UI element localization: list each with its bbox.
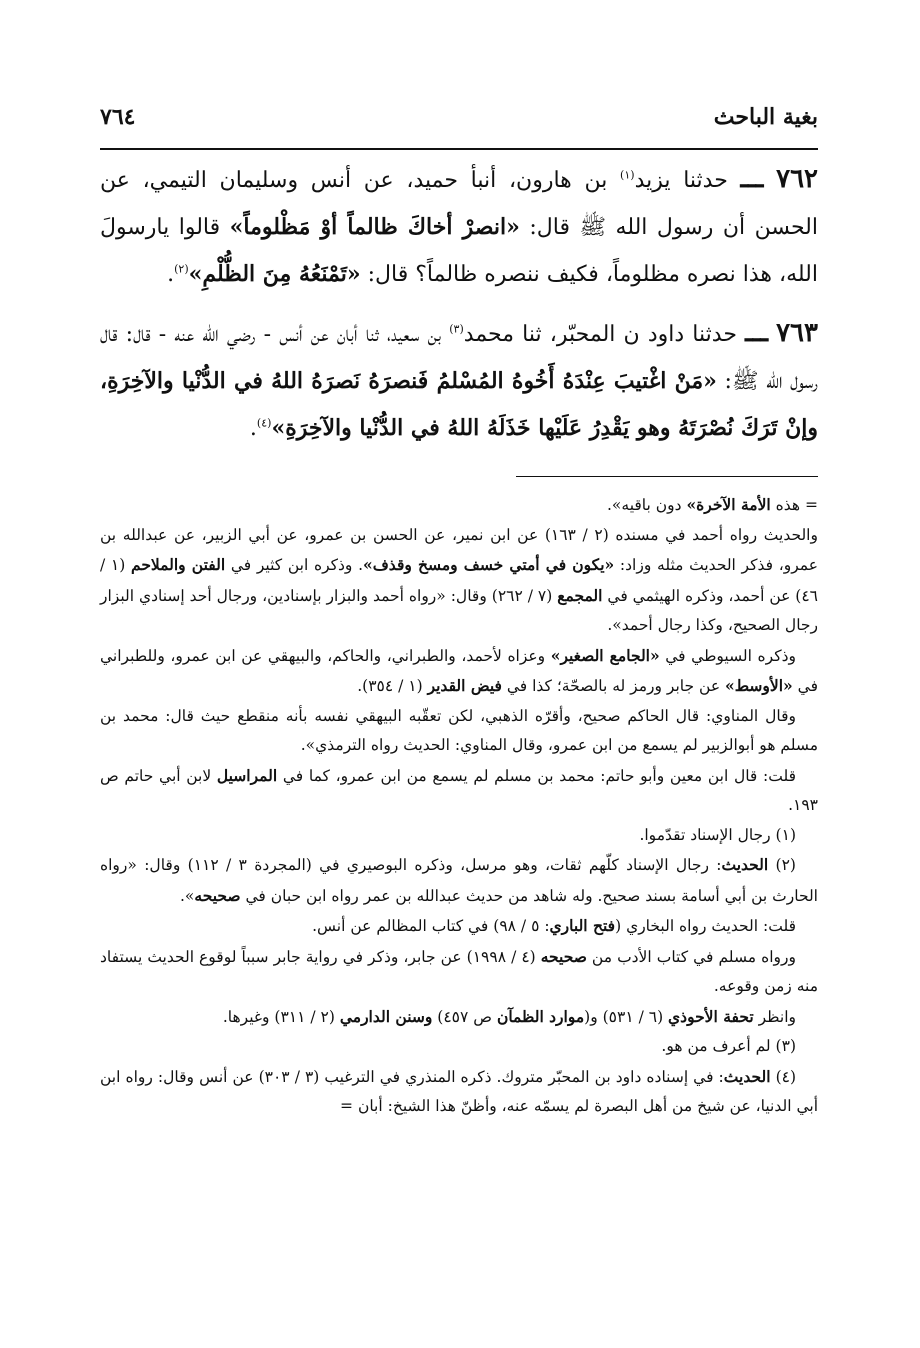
- footnote-divider: [516, 476, 818, 477]
- hadith-quote: «تَمْنَعُهُ مِنَ الظُّلْمِ»: [188, 261, 361, 287]
- footnote-paragraph: والحديث رواه أحمد في مسنده (٢ / ١٦٣) عن ابن نمير، عن الحسن بن عمرو، عن أبي الزبير، عن عبدالله بن عمرو، فذكر الحديث مثله وزاد: «يكون في أمتي خسف ومسخ وقذف». وذكره ابن كثير في الفتن والملاحم (١ / ٤٦) عن أحمد، وذكره الهيثمي في المجمع (٧ / ٢٦٢) وقال: «رواه أحمد والبزار بإسنادين، ورجال أحد إسنادي البزار رجال الصحيح، وكذا رجال أحمد».: [100, 525, 819, 634]
- footnotes: [100, 490, 818, 1122]
- footnote-continuation: = هذه الأمة الآخرة» دون باقيه».: [607, 495, 818, 514]
- hadith-quote: «انصرْ أخاكَ ظالماً أوْ مَظْلوماً»: [229, 214, 520, 240]
- footnote-paragraph: قلت: الحديث رواه البخاري (فتح الباري: ٥ / ٩٨) في كتاب المظالم عن أنس.: [312, 916, 796, 935]
- hadith-number: ٧٦٢: [776, 164, 819, 194]
- footnote-1: (١) رجال الإسناد تقدّموا.: [639, 825, 796, 844]
- footnote-3: (٣) لم أعرف من هو.: [661, 1037, 796, 1055]
- footnote-ref: (٣): [449, 322, 464, 336]
- footnote-ref: (١): [620, 168, 635, 182]
- footnote-ref: (٢): [174, 262, 189, 276]
- hadith-762: ٧٦٢ ـــ حدثنا يزيد$^{(١)}$ بن هارون، أنبأ حميد، عن أنس وسليمان التيمي، عن الحسن أن رسول الله ﷺ قال: «انصرْ أخاكَ ظالماً أوْ مَظْلوماً» قالوا يارسولَ الله، هذا نصره مظلوماً، فكيف ننصره ظالماً؟ قال: «تَمْنَعُهُ مِنَ الظُّلْمِ»$^{(٢)}$.: [100, 164, 819, 287]
- footnote-paragraph: وانظر تحفة الأحوذي (٦ / ٥٣١) و(موارد الظمآن ص ٤٥٧) وسنن الدارمي (٢ / ٣١١) وغيرها.: [222, 1006, 796, 1026]
- footnote-4: (٤) الحديث: في إسناده داود بن المحبّر متروك. ذكره المنذري في الترغيب (٣ / ٣٠٣) عن أنس وقال: رواه ابن أبي الدنيا، عن شيخ من أهل البصرة لم يسمّه عنه، وأظنّ هذا الشيخ: أبان =: [100, 1066, 818, 1115]
- footnote-paragraph: ورواه مسلم في كتاب الأدب من صحيحه (٤ / ١٩٩٨) عن جابر، وذكر في رواية جابر سبباً لوقوع الحديث يستفاد منه زمن وقوعه.: [100, 946, 818, 995]
- running-header: [100, 96, 818, 130]
- hadith-quote: «مَنْ اغْتيبَ عِنْدَهُ أَخُوهُ المُسْلمُ فَنصرَهُ نَصرَهُ اللهُ في الدُّنْيا والآخِرَةِ، وإنْ تَرَكَ نُصْرَتَهُ وهو يَقْدِرُ عَلَيْها خَذَلَهُ اللهُ في الدُّنْيا والآخِرَةِ»: [100, 368, 818, 441]
- book-title: بغية الباحث: [713, 104, 818, 130]
- header-divider: [100, 148, 818, 150]
- footnote-paragraph: وقال المناوي: قال الحاكم صحيح، وأقرّه الذهبي، لكن تعقّبه البيهقي نفسه بأنه منقطع حيث قال: محمد بن مسلم هو أبوالزبير لم يسمع من ابن عمرو، وقال المناوي: الحديث رواه الترمذي».: [100, 706, 818, 754]
- footnote-2: (٢) الحديث: رجال الإسناد كلّهم ثقات، وهو مرسل، وذكره البوصيري في (المجردة ٣ / ١١٢) وقال: «رواه الحارث بن أبي أسامة بسند صحيح. وله شاهد من حديث عبدالله بن عمر رواه ابن حبان في صحيحه».: [100, 855, 818, 905]
- page-number: ٧٦٤: [100, 104, 136, 130]
- footnote-paragraph: قلت: قال ابن معين وأبو حاتم: محمد بن مسلم لم يسمع من ابن عمرو، كما في المراسيل لابن أبي حاتم ص ١٩٣.: [100, 765, 818, 814]
- hadith-number: ٧٦٣: [776, 318, 818, 348]
- footnote-paragraph: وذكره السيوطي في «الجامع الصغير» وعزاه لأحمد، والطبراني، والحاكم، والبيهقي عن ابن عمرو، وللطبراني في «الأوسط» عن جابر ورمز له بالصحّة؛ كذا في فيض القدير (١ / ٣٥٤).: [100, 645, 818, 695]
- footnote-ref: (٤): [256, 416, 272, 430]
- hadith-763: ٧٦٣ ـــ حدثنا داود ن المحبّر، ثنا محمد$^{(٣)}$ بن سعيد، ثنا أبان عن أنس - رضي الله عنه - قال: قال رسول الله ﷺ: «مَنْ اغْتيبَ عِنْدَهُ أَخُوهُ المُسْلمُ فَنصرَهُ نَصرَهُ اللهُ في الدُّنْيا والآخِرَةِ، وإنْ تَرَكَ نُصْرَتَهُ وهو يَقْدِرُ عَلَيْها خَذَلَهُ اللهُ في الدُّنْيا والآخِرَةِ»$^{(٤)}$.: [100, 318, 818, 441]
- main-text: [100, 156, 818, 464]
